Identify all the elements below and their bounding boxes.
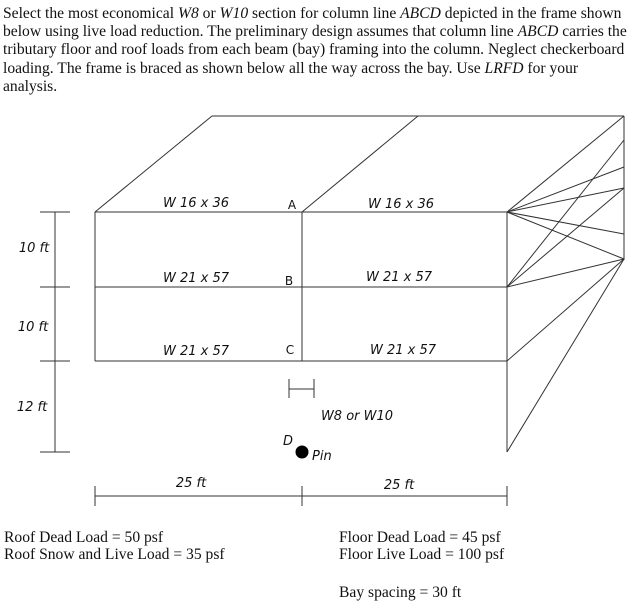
beam-label-floor1-right: W 21 x 57	[369, 343, 437, 358]
node-label-c: C	[285, 343, 295, 357]
pin-support-icon	[296, 446, 309, 459]
problem-text-1: Select the most economical	[3, 5, 178, 22]
node-label-a: A	[287, 198, 297, 212]
problem-abcd-1: ABCD	[400, 5, 441, 22]
node-label-d: D	[282, 434, 294, 449]
bracing-line	[507, 259, 624, 287]
roof-snow-live-load: Roof Snow and Live Load = 35 psf	[4, 546, 225, 563]
floor-dead-load: Floor Dead Load = 45 psf	[339, 529, 501, 546]
support-label: Pin	[312, 449, 332, 464]
beam-label-roof-left: W 16 x 36	[162, 196, 230, 211]
bracing-line	[507, 212, 624, 234]
bracing-line	[507, 188, 624, 212]
height-label-middle: 10 ft	[17, 320, 49, 335]
problem-w10: W10	[219, 5, 249, 22]
bracing-line	[507, 259, 624, 452]
span-label-right: 25 ft	[383, 478, 415, 493]
problem-lrfd: LRFD	[484, 59, 524, 77]
problem-text-6: for your analysis.	[3, 59, 579, 95]
span-label-left: 25 ft	[175, 476, 207, 491]
beam-label-floor2-right: W 21 x 57	[365, 270, 433, 285]
height-label-bottom: 12 ft	[16, 400, 48, 415]
bay-spacing: Bay spacing = 30 ft	[339, 584, 462, 601]
floor-live-load: Floor Live Load = 100 psf	[339, 546, 505, 563]
bracing-line	[507, 259, 624, 361]
problem-text-4: depicted in the frame shown below using live load reduction. The preliminary design assumes that column line	[3, 5, 622, 41]
problem-text-2: or	[198, 5, 220, 22]
roof-right-perspective-line	[507, 116, 624, 212]
problem-abcd-2: ABCD	[517, 23, 559, 41]
problem-text-3: section for column line	[248, 5, 401, 22]
height-label-top: 10 ft	[18, 241, 50, 256]
bracing-line	[507, 167, 624, 212]
column-section-label: W8 or W10	[320, 409, 394, 424]
problem-text-5: carries the tributary floor and roof loads from each beam (bay) framing into the column. Neglect checkerboard loading. The frame is braced as shown below all the way across the bay. Use	[3, 23, 627, 77]
beam-label-floor2-left: W 21 x 57	[162, 271, 230, 286]
bracing-line	[507, 140, 624, 287]
beam-label-roof-right: W 16 x 36	[367, 197, 435, 212]
problem-w8: W8	[177, 5, 199, 22]
beam-label-floor1-left: W 21 x 57	[162, 344, 230, 359]
roof-dead-load: Roof Dead Load = 50 psf	[4, 529, 164, 546]
bracing-line	[507, 212, 624, 259]
bracing-line	[507, 188, 624, 287]
node-label-b: B	[284, 274, 294, 288]
